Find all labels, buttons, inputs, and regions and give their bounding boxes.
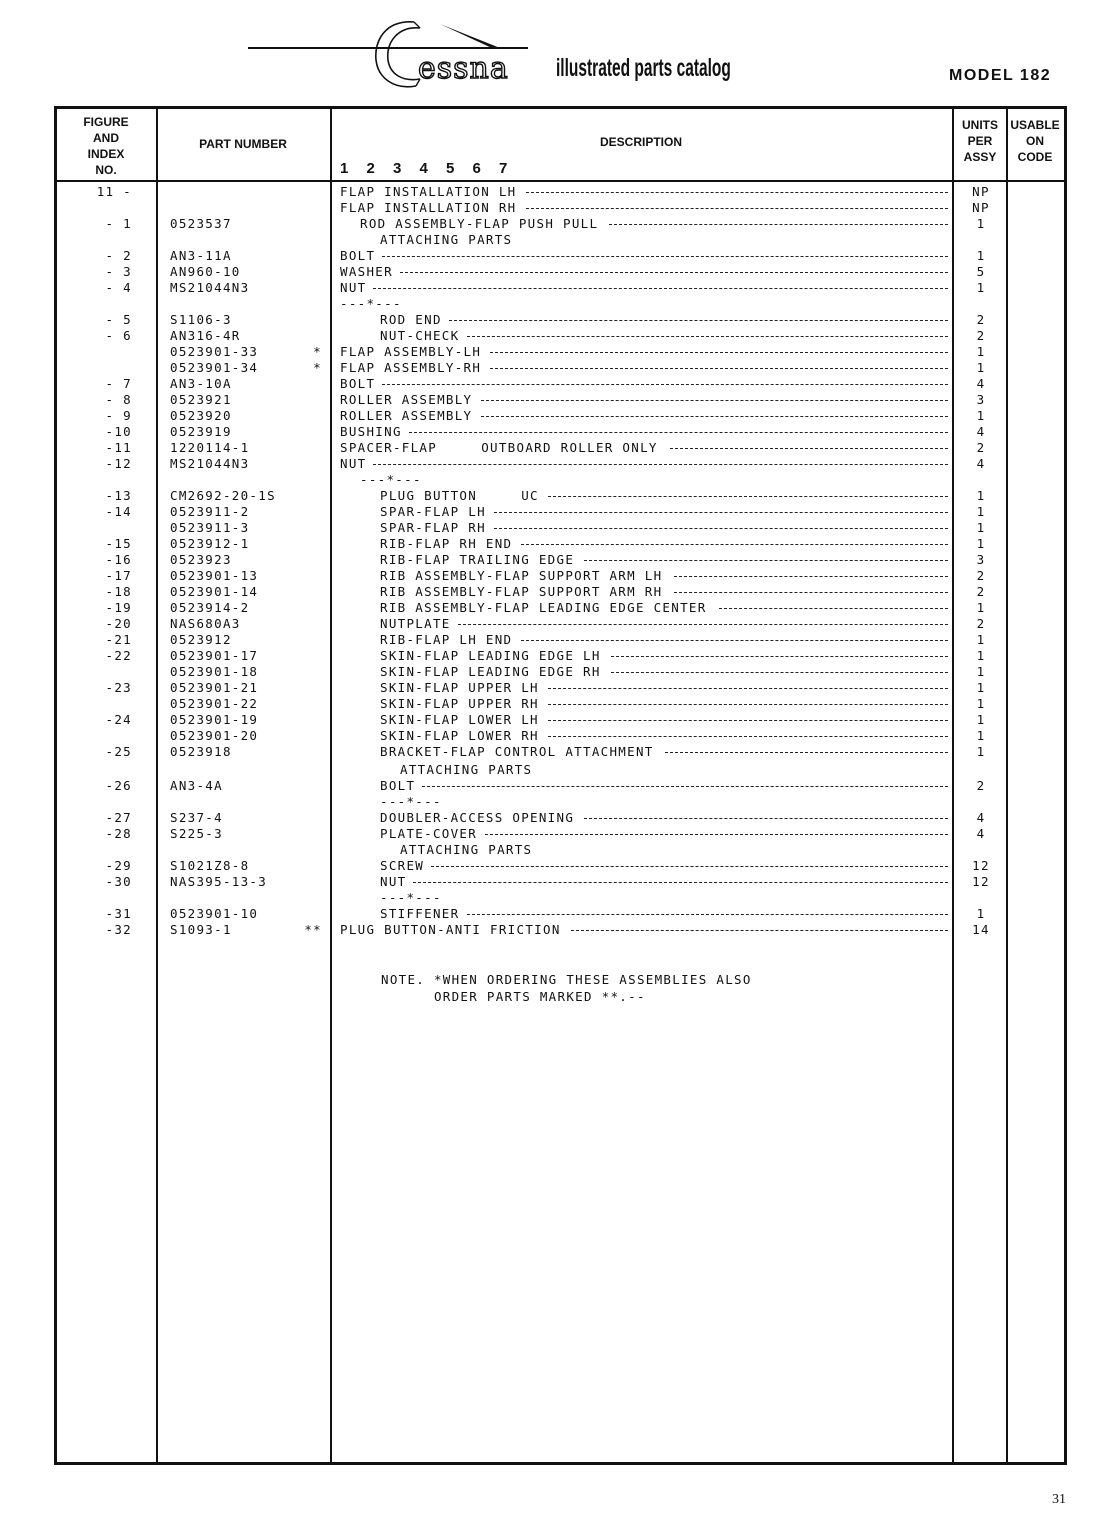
figure-index: - 4 bbox=[105, 280, 132, 295]
assembly-marker: * bbox=[313, 344, 322, 359]
assembly-marker: * bbox=[313, 360, 322, 375]
part-number: S1093-1 bbox=[170, 922, 232, 937]
figure-index: - 5 bbox=[105, 312, 132, 327]
units-per-assy: 2 bbox=[976, 440, 986, 455]
units-per-assy: 1 bbox=[976, 360, 986, 375]
part-description: RIB ASSEMBLY-FLAP SUPPORT ARM RH bbox=[380, 584, 663, 599]
part-description: WASHER bbox=[340, 264, 393, 279]
part-description: PLATE-COVER bbox=[380, 826, 478, 841]
part-number: AN3-4A bbox=[170, 778, 223, 793]
part-description: ---*--- bbox=[340, 296, 402, 311]
units-per-assy: 4 bbox=[976, 376, 986, 391]
units-per-assy: 2 bbox=[976, 312, 986, 327]
part-number: 0523923 bbox=[170, 552, 232, 567]
part-number: 0523901-33 bbox=[170, 344, 259, 359]
part-description: SKIN-FLAP LEADING EDGE LH bbox=[380, 648, 601, 663]
leader-dashes bbox=[409, 432, 948, 433]
leader-dashes bbox=[373, 464, 948, 465]
part-number: 0523901-14 bbox=[170, 584, 259, 599]
part-number: 0523920 bbox=[170, 408, 232, 423]
part-description: SPAR-FLAP LH bbox=[380, 504, 486, 519]
leader-dashes bbox=[548, 736, 948, 737]
leader-dashes bbox=[521, 544, 948, 545]
part-description: SKIN-FLAP UPPER LH bbox=[380, 680, 539, 695]
figure-index: 11 - bbox=[96, 184, 132, 199]
leader-dashes bbox=[584, 818, 948, 819]
figure-index: - 7 bbox=[105, 376, 132, 391]
leader-dashes bbox=[674, 576, 948, 577]
figure-index: -23 bbox=[105, 680, 132, 695]
description-column-header: DESCRIPTION bbox=[599, 135, 682, 149]
part-number-column-header: PART NUMBER bbox=[199, 137, 287, 151]
leader-dashes bbox=[494, 528, 948, 529]
part-description: DOUBLER-ACCESS OPENING bbox=[380, 810, 575, 825]
leader-dashes bbox=[571, 930, 948, 931]
part-number: S1021Z8-8 bbox=[170, 858, 250, 873]
figure-index: -16 bbox=[105, 552, 132, 567]
leader-dashes bbox=[481, 416, 948, 417]
part-description: ---*--- bbox=[380, 794, 442, 809]
units-per-assy: 1 bbox=[976, 728, 986, 743]
column-divider bbox=[952, 106, 954, 1463]
part-description: SCREW bbox=[380, 858, 425, 873]
leader-dashes bbox=[494, 512, 948, 513]
part-description: SKIN-FLAP LOWER LH bbox=[380, 712, 539, 727]
units-per-assy: 1 bbox=[976, 712, 986, 727]
figure-index: -31 bbox=[105, 906, 132, 921]
units-per-assy: 14 bbox=[972, 922, 990, 937]
part-description: FLAP ASSEMBLY-RH bbox=[340, 360, 482, 375]
leader-dashes bbox=[422, 786, 948, 787]
leader-dashes bbox=[584, 560, 948, 561]
leader-dashes bbox=[548, 688, 948, 689]
part-number: 0523901-34 bbox=[170, 360, 259, 375]
leader-dashes bbox=[526, 208, 948, 209]
part-number: 0523921 bbox=[170, 392, 232, 407]
units-per-assy: 1 bbox=[976, 600, 986, 615]
part-description: RIB-FLAP RH END bbox=[380, 536, 513, 551]
units-per-assy: 1 bbox=[976, 680, 986, 695]
part-number: 0523901-17 bbox=[170, 648, 259, 663]
part-description: BRACKET-FLAP CONTROL ATTACHMENT bbox=[380, 744, 654, 759]
figure-index: -20 bbox=[105, 616, 132, 631]
part-number: MS21044N3 bbox=[170, 456, 250, 471]
leader-dashes bbox=[611, 672, 948, 673]
leader-dashes bbox=[431, 866, 948, 867]
leader-dashes bbox=[548, 720, 948, 721]
part-number: 0523537 bbox=[170, 216, 232, 231]
units-per-assy: 1 bbox=[976, 744, 986, 759]
units-per-assy: 1 bbox=[976, 520, 986, 535]
part-number: 0523901-10 bbox=[170, 906, 259, 921]
part-number: AN960-10 bbox=[170, 264, 241, 279]
figure-index: -12 bbox=[105, 456, 132, 471]
part-description: NUTPLATE bbox=[380, 616, 451, 631]
figure-index: -27 bbox=[105, 810, 132, 825]
figure-index: -18 bbox=[105, 584, 132, 599]
figure-index: - 6 bbox=[105, 328, 132, 343]
part-description: FLAP ASSEMBLY-LH bbox=[340, 344, 482, 359]
units-per-assy: 2 bbox=[976, 584, 986, 599]
part-number: 0523901-21 bbox=[170, 680, 259, 695]
part-description: NUT-CHECK bbox=[380, 328, 460, 343]
figure-index: -24 bbox=[105, 712, 132, 727]
leader-dashes bbox=[400, 272, 948, 273]
part-description: RIB ASSEMBLY-FLAP LEADING EDGE CENTER bbox=[380, 600, 707, 615]
leader-dashes bbox=[467, 336, 948, 337]
leader-dashes bbox=[467, 914, 948, 915]
part-description: NUT bbox=[340, 456, 367, 471]
figure-index: -14 bbox=[105, 504, 132, 519]
units-per-assy: 1 bbox=[976, 216, 986, 231]
units-per-assy: NP bbox=[972, 200, 990, 215]
units-per-assy: 5 bbox=[976, 264, 986, 279]
figure-index: -32 bbox=[105, 922, 132, 937]
usable-column-header: USABLE ON CODE bbox=[1010, 118, 1060, 164]
units-per-assy: 1 bbox=[976, 536, 986, 551]
units-per-assy: 3 bbox=[976, 552, 986, 567]
part-number: S237-4 bbox=[170, 810, 223, 825]
part-description: BOLT bbox=[340, 248, 376, 263]
figure-index: - 8 bbox=[105, 392, 132, 407]
figure-index: -25 bbox=[105, 744, 132, 759]
units-per-assy: 4 bbox=[976, 424, 986, 439]
units-per-assy: 1 bbox=[976, 408, 986, 423]
part-number: S225-3 bbox=[170, 826, 223, 841]
part-description: SPAR-FLAP RH bbox=[380, 520, 486, 535]
leader-dashes bbox=[548, 704, 948, 705]
part-number: 0523912 bbox=[170, 632, 232, 647]
part-description: RIB-FLAP TRAILING EDGE bbox=[380, 552, 575, 567]
units-per-assy: 12 bbox=[972, 858, 990, 873]
leader-dashes bbox=[611, 656, 948, 657]
units-per-assy: NP bbox=[972, 184, 990, 199]
part-description: ---*--- bbox=[380, 890, 442, 905]
figure-index: -21 bbox=[105, 632, 132, 647]
leader-dashes bbox=[609, 224, 948, 225]
leader-dashes bbox=[521, 640, 948, 641]
figure-index: -22 bbox=[105, 648, 132, 663]
part-description: ROLLER ASSEMBLY bbox=[340, 408, 473, 423]
leader-dashes bbox=[674, 592, 948, 593]
units-per-assy: 1 bbox=[976, 906, 986, 921]
brand-wordmark: essna bbox=[418, 51, 509, 86]
part-number: AN3-11A bbox=[170, 248, 232, 263]
column-divider bbox=[156, 106, 158, 1463]
units-per-assy: 12 bbox=[972, 874, 990, 889]
part-number: 0523901-13 bbox=[170, 568, 259, 583]
figure-index: - 2 bbox=[105, 248, 132, 263]
part-description: BOLT bbox=[340, 376, 376, 391]
part-number: 0523901-18 bbox=[170, 664, 259, 679]
part-number: NAS395-13-3 bbox=[170, 874, 268, 889]
part-description: FLAP INSTALLATION RH bbox=[340, 200, 517, 215]
part-description: ROLLER ASSEMBLY bbox=[340, 392, 473, 407]
part-number: NAS680A3 bbox=[170, 616, 241, 631]
units-per-assy: 1 bbox=[976, 248, 986, 263]
units-per-assy: 2 bbox=[976, 616, 986, 631]
part-description: ROD END bbox=[380, 312, 442, 327]
header-divider bbox=[54, 180, 1067, 182]
leader-dashes bbox=[490, 352, 948, 353]
part-description: FLAP INSTALLATION LH bbox=[340, 184, 517, 199]
part-number: 0523914-2 bbox=[170, 600, 250, 615]
leader-dashes bbox=[413, 882, 948, 883]
leader-dashes bbox=[458, 624, 948, 625]
column-divider bbox=[330, 106, 332, 1463]
leader-dashes bbox=[481, 400, 948, 401]
assembly-marker: ** bbox=[304, 922, 322, 937]
part-description: SPACER-FLAP OUTBOARD ROLLER ONLY bbox=[340, 440, 658, 455]
units-per-assy: 2 bbox=[976, 328, 986, 343]
figure-index: -17 bbox=[105, 568, 132, 583]
part-number: 1220114-1 bbox=[170, 440, 250, 455]
part-number: 0523901-19 bbox=[170, 712, 259, 727]
part-number: 0523912-1 bbox=[170, 536, 250, 551]
units-per-assy: 2 bbox=[976, 778, 986, 793]
figure-index: - 9 bbox=[105, 408, 132, 423]
units-per-assy: 1 bbox=[976, 648, 986, 663]
part-description: ATTACHING PARTS bbox=[380, 232, 513, 247]
part-description: SKIN-FLAP LEADING EDGE RH bbox=[380, 664, 601, 679]
part-number: 0523901-20 bbox=[170, 728, 259, 743]
catalog-title: illustrated parts catalog bbox=[556, 54, 731, 82]
units-per-assy: 1 bbox=[976, 504, 986, 519]
figure-index: -10 bbox=[105, 424, 132, 439]
figure-index: -15 bbox=[105, 536, 132, 551]
part-description: BOLT bbox=[380, 778, 416, 793]
indent-level-scale: 1 2 3 4 5 6 7 bbox=[340, 160, 515, 177]
figure-index: -11 bbox=[105, 440, 132, 455]
model-label: MODEL 182 bbox=[949, 67, 1052, 84]
part-description: SKIN-FLAP LOWER RH bbox=[380, 728, 539, 743]
part-number: MS21044N3 bbox=[170, 280, 250, 295]
leader-dashes bbox=[449, 320, 948, 321]
leader-dashes bbox=[526, 192, 948, 193]
part-description: STIFFENER bbox=[380, 906, 460, 921]
figure-index: -13 bbox=[105, 488, 132, 503]
units-per-assy: 1 bbox=[976, 664, 986, 679]
part-number: 0523911-3 bbox=[170, 520, 250, 535]
leader-dashes bbox=[485, 834, 948, 835]
part-description: NUT bbox=[380, 874, 407, 889]
part-description: PLUG BUTTON-ANTI FRICTION bbox=[340, 922, 561, 937]
units-per-assy: 3 bbox=[976, 392, 986, 407]
units-per-assy: 2 bbox=[976, 568, 986, 583]
part-description: NUT bbox=[340, 280, 367, 295]
part-description: ROD ASSEMBLY-FLAP PUSH PULL bbox=[360, 216, 599, 231]
part-number: AN3-10A bbox=[170, 376, 232, 391]
part-description: ATTACHING PARTS bbox=[400, 762, 533, 777]
part-description: PLUG BUTTON UC bbox=[380, 488, 539, 503]
part-number: 0523918 bbox=[170, 744, 232, 759]
units-column-header: UNITS PER ASSY bbox=[962, 118, 998, 164]
units-per-assy: 1 bbox=[976, 280, 986, 295]
part-number: 0523919 bbox=[170, 424, 232, 439]
leader-dashes bbox=[382, 384, 948, 385]
figure-index: -28 bbox=[105, 826, 132, 841]
part-number: AN316-4R bbox=[170, 328, 241, 343]
part-description: BUSHING bbox=[340, 424, 402, 439]
part-description: SKIN-FLAP UPPER RH bbox=[380, 696, 539, 711]
figure-index: -19 bbox=[105, 600, 132, 615]
figure-index: -30 bbox=[105, 874, 132, 889]
leader-dashes bbox=[670, 448, 948, 449]
units-per-assy: 1 bbox=[976, 632, 986, 647]
units-per-assy: 4 bbox=[976, 810, 986, 825]
part-description: ATTACHING PARTS bbox=[400, 842, 533, 857]
leader-dashes bbox=[490, 368, 948, 369]
figure-index: - 1 bbox=[105, 216, 132, 231]
part-description: ---*--- bbox=[360, 472, 422, 487]
part-number: 0523901-22 bbox=[170, 696, 259, 711]
units-per-assy: 1 bbox=[976, 488, 986, 503]
units-per-assy: 4 bbox=[976, 456, 986, 471]
units-per-assy: 4 bbox=[976, 826, 986, 841]
leader-dashes bbox=[373, 288, 948, 289]
leader-dashes bbox=[382, 256, 948, 257]
units-per-assy: 1 bbox=[976, 344, 986, 359]
leader-dashes bbox=[548, 496, 948, 497]
leader-dashes bbox=[719, 608, 948, 609]
figure-index: - 3 bbox=[105, 264, 132, 279]
part-description: RIB-FLAP LH END bbox=[380, 632, 513, 647]
figure-index: -29 bbox=[105, 858, 132, 873]
note-line-1: NOTE. *WHEN ORDERING THESE ASSEMBLIES ALSO bbox=[381, 972, 752, 987]
part-number: CM2692-20-1S bbox=[170, 488, 276, 503]
units-per-assy: 1 bbox=[976, 696, 986, 711]
part-number: S1106-3 bbox=[170, 312, 232, 327]
figure-index: -26 bbox=[105, 778, 132, 793]
page-number: 31 bbox=[1052, 1492, 1066, 1507]
figure-column-header: FIGURE AND INDEX NO. bbox=[83, 115, 129, 177]
note-line-2: ORDER PARTS MARKED **.-- bbox=[381, 989, 646, 1004]
part-description: RIB ASSEMBLY-FLAP SUPPORT ARM LH bbox=[380, 568, 663, 583]
leader-dashes bbox=[665, 752, 948, 753]
part-number: 0523911-2 bbox=[170, 504, 250, 519]
